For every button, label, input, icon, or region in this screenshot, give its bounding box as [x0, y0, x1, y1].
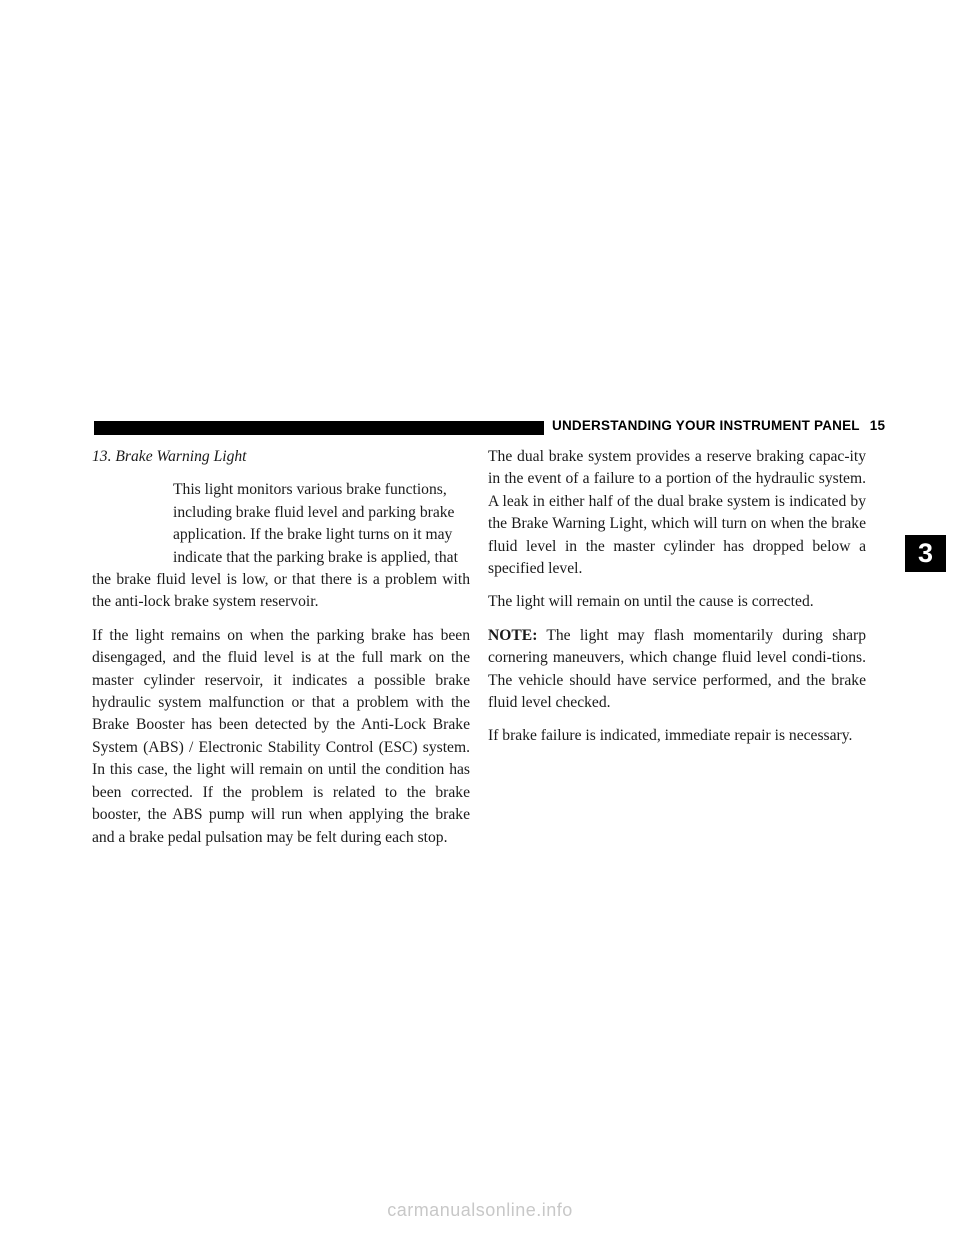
header-rule — [94, 421, 544, 435]
note-paragraph — [488, 625, 866, 715]
indent-line: This light monitors various brake functions, — [173, 481, 447, 499]
chapter-tab: 3 — [905, 535, 946, 572]
icon-wrap-text — [173, 479, 470, 569]
paragraph: the brake fluid level is low, or that there is a problem with the anti-lock brake system reservoir. — [92, 571, 470, 611]
page-number: 15 — [869, 418, 886, 433]
paragraph: The light will remain on until the cause is corrected. — [488, 593, 814, 611]
paragraph: If brake failure is indicated, immediate repair is necessary. — [488, 727, 853, 745]
left-column — [92, 446, 470, 860]
section-heading: 13. Brake Warning Light — [92, 448, 247, 465]
paragraph: The dual brake system provides a reserve braking capac-ity in the event of a failure to a portion of the hydraulic system. A leak in either half of the dual brake system is indicated by the Brake Warning Light, which will turn on when the brake fluid level in the master cylinder has dropped below a specified level. — [488, 448, 866, 578]
right-column — [488, 446, 866, 759]
indent-line: application. If the brake light turns on it may — [173, 526, 453, 544]
note-label: NOTE: — [488, 626, 538, 644]
indent-line: indicate that the parking brake is applied, that — [173, 548, 458, 566]
section-title: UNDERSTANDING YOUR INSTRUMENT PANEL — [552, 418, 860, 433]
running-header — [552, 418, 886, 433]
note-text: The light may flash momentarily during sharp cornering maneuvers, which change fluid level condi-tions. The vehicle should have service performed, and the brake fluid level checked. — [488, 626, 866, 712]
watermark: carmanualsonline.info — [387, 1200, 573, 1220]
indent-line: including brake fluid level and parking brake — [173, 503, 455, 521]
paragraph: If the light remains on when the parking brake has been disengaged, and the fluid level is at the full mark on the master cylinder reservoir, it indicates a possible brake hydraulic system malfunction or that a problem with the Brake Booster has been detected by the Anti-Lock Brake System (ABS) / Electronic Stability Control (ESC) system. In this case, the light will remain on until the condition has been corrected. If the problem is related to the brake booster, the ABS pump will run when applying the brake and a brake pedal pulsation may be felt during each stop. — [92, 626, 470, 846]
